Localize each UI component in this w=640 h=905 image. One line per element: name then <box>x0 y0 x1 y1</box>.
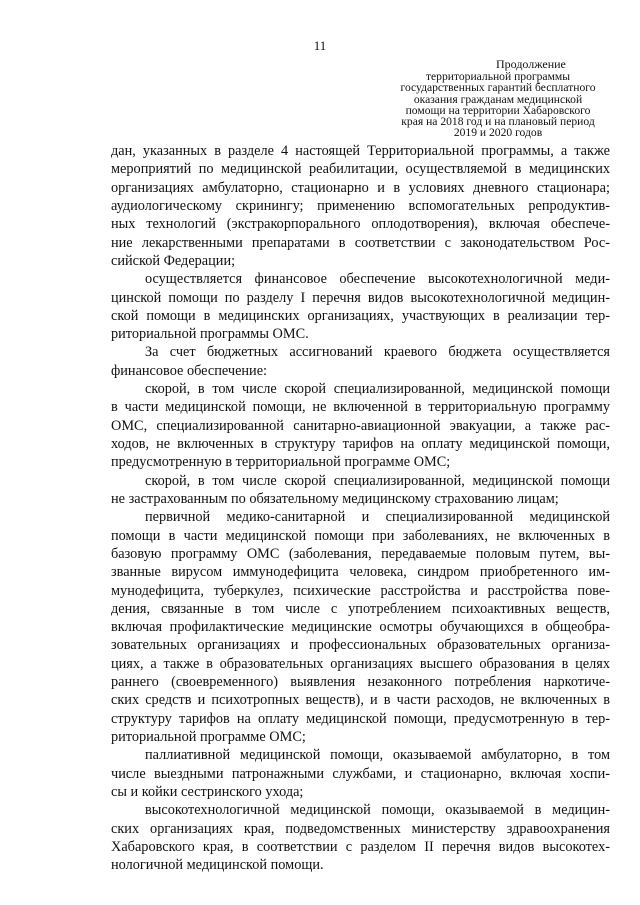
body-line: ние лекарственными препаратами в соответствии с законодательством Рос- <box>111 234 610 251</box>
body-line: структуру тарифов на оплату медицинской помощи, предусмотренную в тер- <box>111 710 610 727</box>
body-line: За счет бюджетных ассигнований краевого бюджета осуществляется <box>145 344 610 361</box>
body-line: риториальной программе ОМС; <box>111 729 306 745</box>
header-note-line: оказания гражданам медицинской <box>413 92 583 106</box>
body-line: не застрахованным по обязательному медицинскому страхованию лицам; <box>111 490 559 507</box>
header-note-line: края на 2018 год и на плановый период <box>401 115 595 129</box>
body-line: циях, а также в образовательных организациях высшего образования в целях <box>111 655 610 672</box>
body-line: дения, связанные в том числе с употреблением психоактивных веществ, <box>111 600 610 617</box>
body-line: дан, указанных в разделе 4 настоящей Территориальной программы, а также <box>111 143 610 159</box>
body-line: базовую программу ОМС (заболевания, передаваемые половым путем, вы- <box>111 545 610 562</box>
body-line: помощи в части медицинской помощи при заболеваниях, не включенных в <box>111 527 610 544</box>
body-line: финансовое обеспечение: <box>111 362 268 379</box>
body-line: ОМС, специализированной санитарно-авиационной эвакуации, а также рас- <box>111 417 610 434</box>
body-line: организациях амбулаторно, стационарно и в условиях дневного стационара; <box>111 179 610 196</box>
body-line: паллиативной медицинской помощи, оказываемой амбулаторно, в том <box>145 747 610 764</box>
body-line: в части медицинской помощи, не включенной в территориальную программу <box>111 399 610 416</box>
body-line: скорой, в том числе скорой специализированной, медицинской помощи <box>145 381 610 398</box>
body-line: риториальной программы ОМС. <box>111 326 309 343</box>
body-line: числе выездными патронажными службами, и стационарно, включая хоспи- <box>111 765 610 782</box>
continuation-label: Продолжение <box>496 57 566 71</box>
body-line: высокотехнологичной медицинской помощи, оказываемой в медицин- <box>145 802 610 819</box>
body-line: ских средств и психотропных веществ), и в части расходов, не включенных в <box>111 692 610 709</box>
body-line: ских организациях края, подведомственных министерству здравоохранения <box>111 820 610 837</box>
page-number: 11 <box>313 38 327 53</box>
body-line: нологичной медицинской помощи. <box>111 857 324 874</box>
body-line: сийской Федерации; <box>111 252 236 269</box>
header-note-line: 2019 и 2020 годов <box>453 126 543 140</box>
body-line: предусмотренную в территориальной программе ОМС; <box>111 454 451 471</box>
header-note-line: государственных гарантий бесплатного <box>400 81 596 95</box>
body-line: сы и койки сестринского ухода; <box>111 783 304 800</box>
header-note-line: помощи на территории Хабаровского <box>405 103 591 117</box>
body-line: ных технологий (экстракорпорального оплодотворения), включая обеспече- <box>111 216 610 233</box>
body-text <box>111 142 610 875</box>
body-line: ходов, не включенных в структуру тарифов на оплату медицинской помощи, <box>111 436 610 452</box>
body-line: включая профилактические медицинские осмотры обучающихся в общеобра- <box>111 619 610 636</box>
body-line: раннего (своевременного) выявления незаконного потребления наркотиче- <box>111 674 610 691</box>
body-line: осуществляется финансовое обеспечение высокотехнологичной меди- <box>145 271 610 288</box>
body-line: мероприятий по медицинской реабилитации, осуществляемой в медицинских <box>111 161 610 178</box>
header-note-line: территориальной программы <box>425 70 571 83</box>
body-line: Хабаровского края, в соответствии с разделом II перечня видов высокотех- <box>111 838 610 855</box>
body-line: первичной медико-санитарной и специализированной медицинской <box>145 509 610 526</box>
body-line: скорой, в том числе скорой специализированной, медицинской помощи <box>145 472 610 489</box>
body-line: зовательных организациях и профессиональных образовательных организа- <box>111 637 610 654</box>
body-line: аудиологическому скринингу; применению вспомогательных репродуктив- <box>111 197 610 214</box>
body-line: ской помощи в медицинских организациях, участвующих в реализации тер- <box>111 307 610 324</box>
body-line: цинской помощи по разделу I перечня видов высокотехнологичной медицин- <box>111 289 610 306</box>
body-line: званные вирусом иммунодефицита человека, синдром приобретенного им- <box>111 564 610 581</box>
body-line: мунодефицита, туберкулез, психические расстройства и расстройства пове- <box>111 582 610 599</box>
header-note <box>380 71 616 139</box>
